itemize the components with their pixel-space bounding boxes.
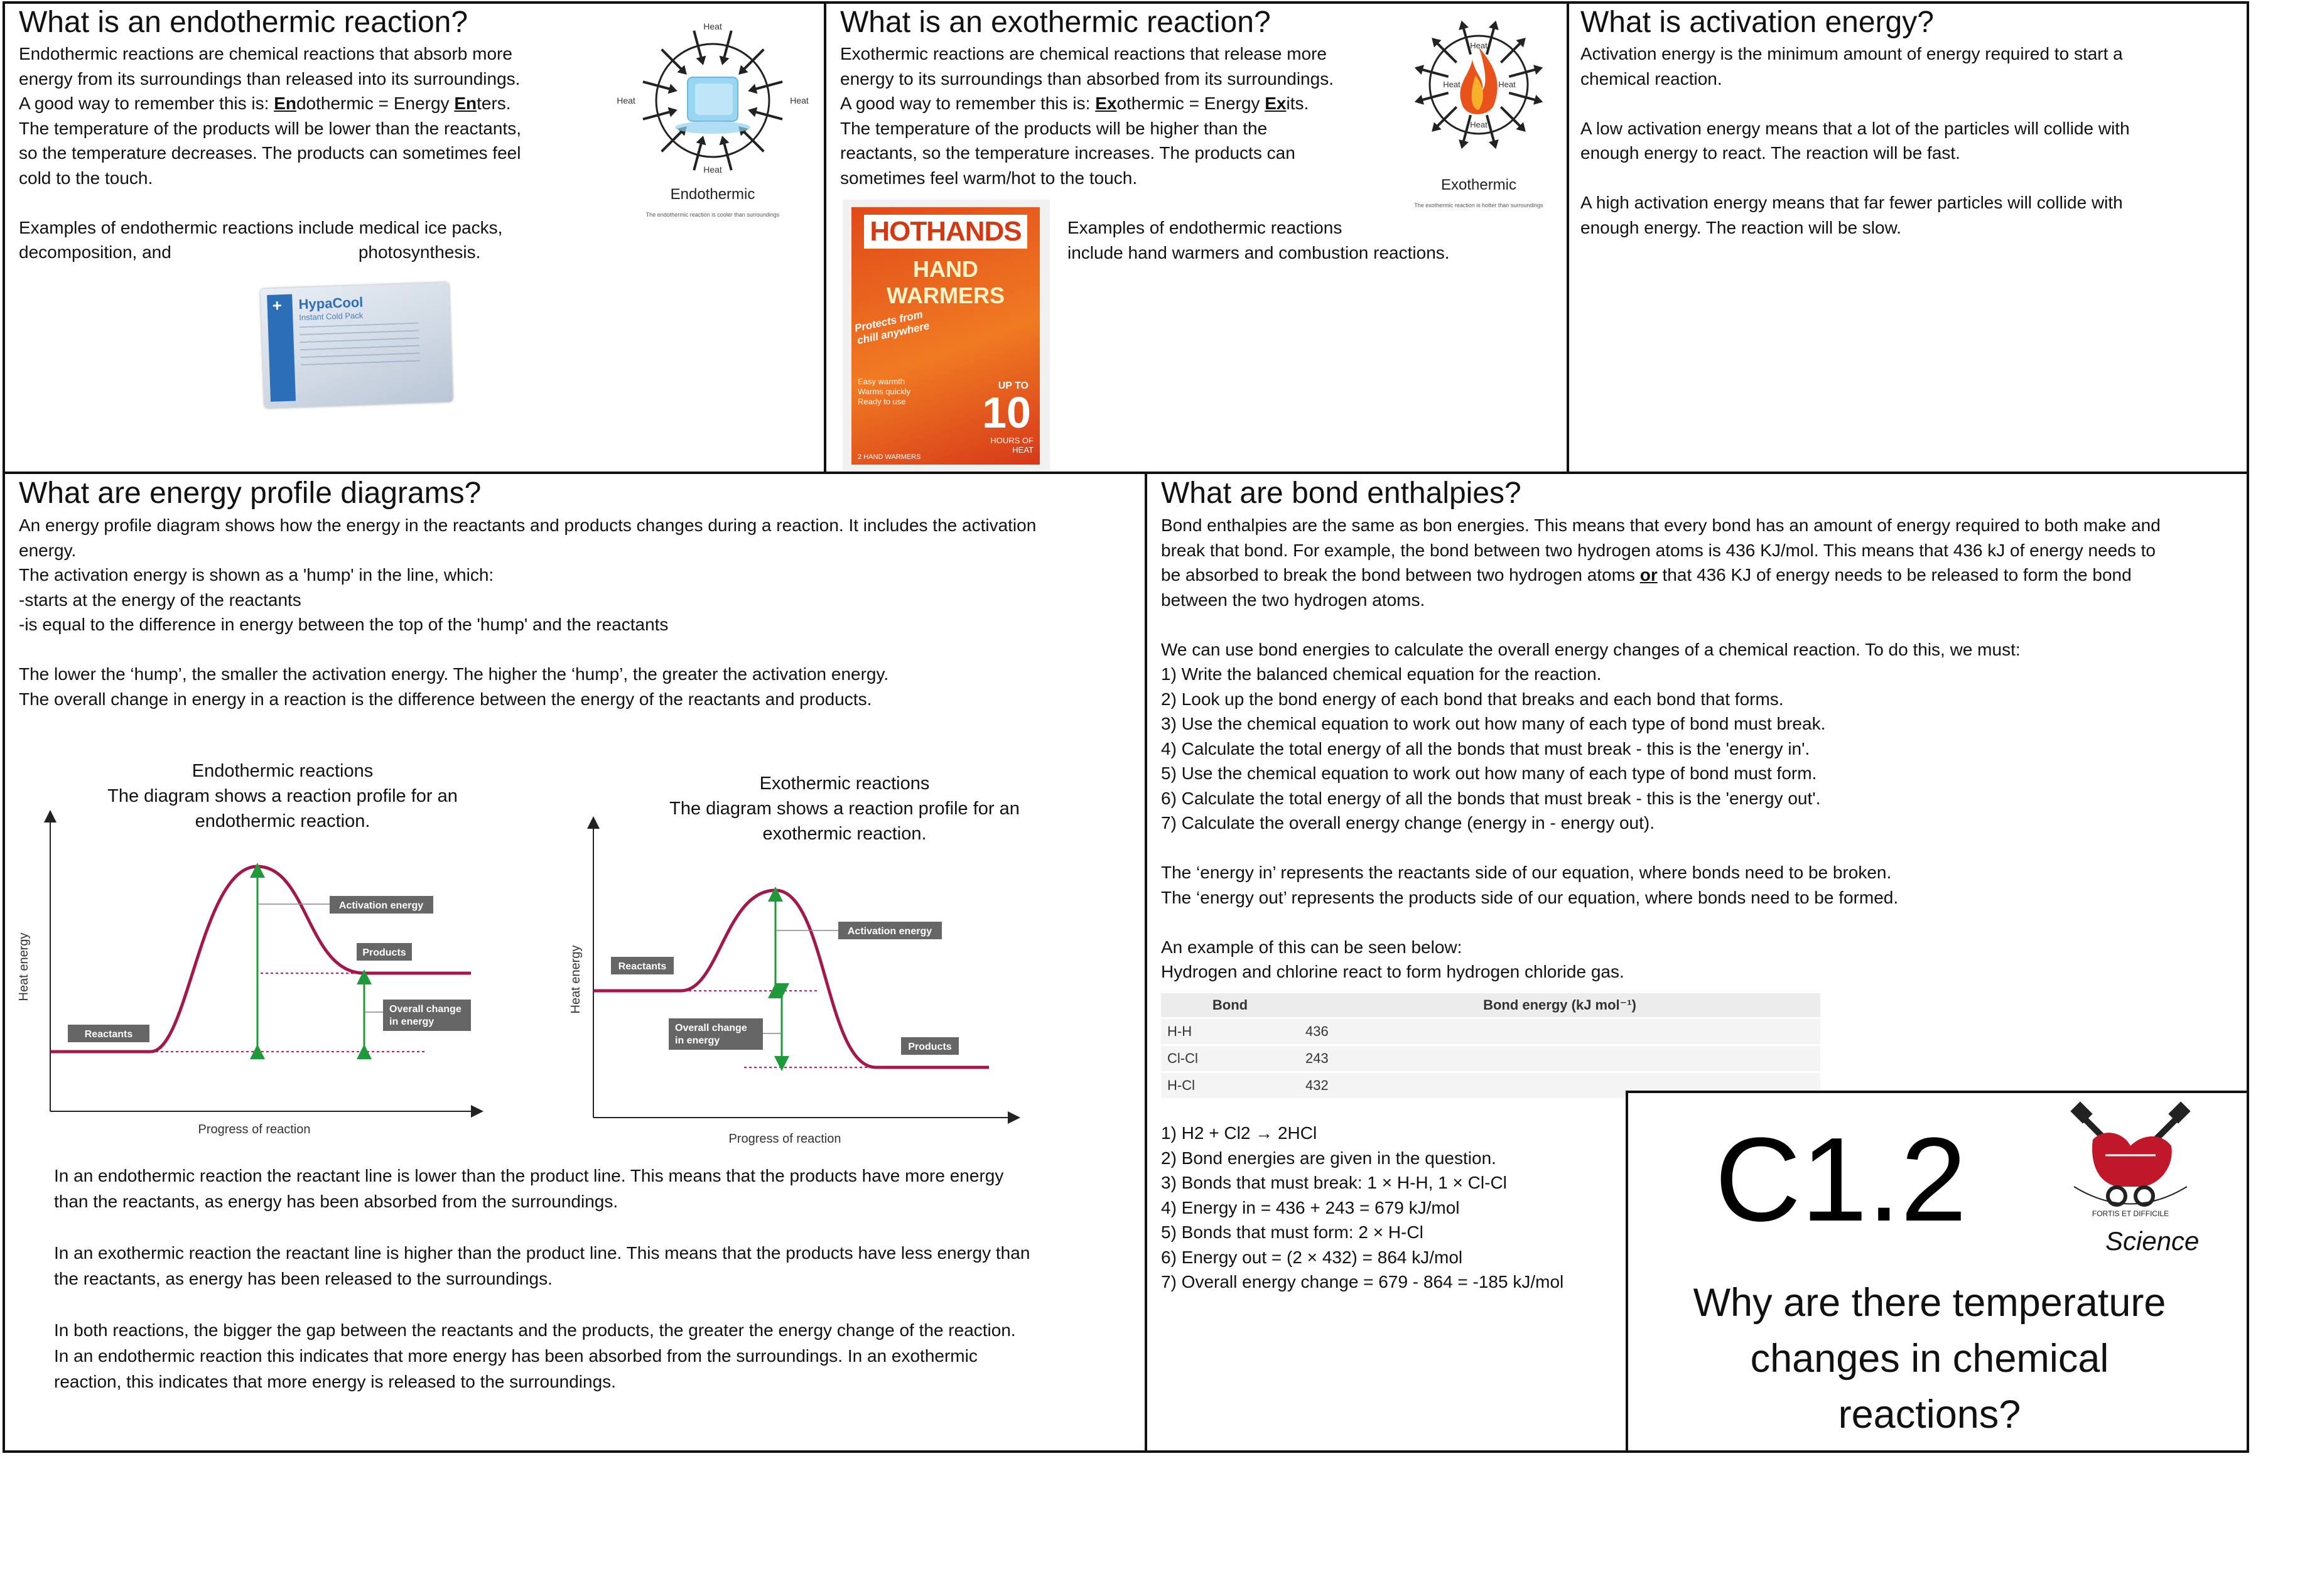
- exothermic-text: Exothermic reactions are chemical reactions that release more energy to its surroundings than absorbed from its surroundings. A good way to remember this is: Exothermic = Energy Exits. The temperature of the products will be higher than the reactants, so the temperature increases. The products can sometimes feel warm/hot to the touch.: [840, 41, 1393, 190]
- energy-profile-heading: What are energy profile diagrams?: [19, 477, 482, 510]
- ice-pack-image: [261, 283, 453, 408]
- ice-pack-brand: HypaCool: [298, 294, 364, 313]
- exothermic-profile-caption: Exothermic reactions The diagram shows a reaction profile for an exothermic reaction.: [669, 774, 1020, 844]
- heat-arrow-head: [721, 57, 727, 63]
- endo-x-axis-label: Progress of reaction: [198, 1123, 311, 1136]
- hand-warmer-title: HAND WARMERS: [887, 256, 1005, 308]
- exo-overall-label-2: in energy: [675, 1035, 720, 1046]
- heat-label-right: Heat: [790, 95, 809, 105]
- heat-arrow-head: [1535, 97, 1541, 103]
- endothermic-text: Endothermic reactions are chemical reactions that absorb more energy from its surroundings than released into its surroundings. A good way to remember this is: Endothermic = Energy Enters. The temperature of the products will be lower than the reactants, so the temperature decreases. The products can sometimes feel cold to the touch. Examples of endothermic reactions include medical ice packs, decomposition, and photosynthesis.: [19, 41, 622, 265]
- endothermic-mnemonic: A good way to remember this is: Endothermic = Energy Enters.: [19, 94, 511, 113]
- hand-warmer-tag: Protects from chill anywhere: [853, 308, 931, 347]
- bond-energy-table: [1161, 993, 1820, 1098]
- heat-arrow-head: [721, 138, 727, 144]
- crest-motto: FORTIS ET DIFFICILE: [2092, 1209, 2169, 1218]
- hand-warmer-brand: HOTHANDS: [864, 215, 1027, 249]
- exothermic-examples: Examples of endothermic reactions include hand warmers and combustion reactions.: [1067, 218, 1450, 262]
- heat-arrow-head: [1491, 23, 1497, 28]
- heat-arrow-head: [750, 86, 756, 92]
- endothermic-diagram-caption: The endothermic reaction is cooler than surroundings: [645, 212, 780, 218]
- heat-arrow-head: [1460, 141, 1466, 147]
- table-row: H-Cl 432: [1161, 1072, 1820, 1099]
- heat-arrow-head: [698, 138, 704, 144]
- activation-heading: What is activation energy?: [1580, 6, 1934, 39]
- bond-enthalpy-text: Bond enthalpies are the same as bon energies. This means that every bond has an amount of energy required to both make and break that bond. For example, the bond between two hydrogen atoms is 436 KJ/mol. This means that 436 kJ of energy needs to be absorbed to break the bond between two hydrogen atoms or that 436 KJ of energy needs to be released to form the bond between the two hydrogen atoms. We can use bond energies to calculate the overall energy changes of a chemical reaction. To do this, we must: 1) Write the balanced chemical equation for the reaction. 2) Look up the bond energy of each bond that breaks and each bond that forms. 3) Use the chemical equation to work out how many of each type of bond must break. 4) Calculate the total energy of all the bonds that must break - this is the 'energy in'. 5) Use the chemical equation to work out how many of each type of bond must form. 6) Calculate the total energy of all the bonds that must break - this is the 'energy out'. 7) Calculate the overall energy change (energy in - energy out). The ‘energy in’ represents the reactants side of our equation, where bonds need to be broken. The ‘energy out’ represents the products side of our equation, where bonds need to be formed. An example of this can be seen below: Hydrogen and chlorine react to form hydrogen chloride gas.: [1161, 515, 2161, 981]
- worked-example: 1) H2 + Cl2 → 2HCl 2) Bond energies are given in the question. 3) Bonds that must break: 1 × H-H, 1 × Cl-Cl 4) Energy in = 436 + 243 = 679 kJ/mol 5) Bonds that must form: 2 × H-Cl 6) Energy out = (2 × 432) = 864 kJ/mol 7) Overall energy change = 679 - 864 = -185 kJ/mol: [1161, 1123, 1564, 1291]
- ice-pack-sub: Instant Cold Pack: [299, 310, 364, 323]
- endo-products-label: Products: [362, 947, 406, 958]
- heat-arrow-head: [1460, 23, 1466, 28]
- energy-profile-explanations: In an endothermic reaction the reactant line is lower than the product line. This means that the products have more energy than the reactants, as energy has been absorbed from the surroundings. In an exothermic reaction the reactant line is higher than the product line. This means that the products have less energy than the reactants, as energy has been released to the surroundings. In both reactions, the bigger the gap between the reactants and the products, the greater the energy change of the reaction. In an endothermic reaction this indicates that more energy has been absorbed from the surroundings. In an exothermic reaction, this indicates that more energy is released to the surroundings.: [54, 1166, 1030, 1391]
- endothermic-heading: What is an endothermic reaction?: [19, 6, 468, 39]
- hand-warmer-bullets: Easy warmth Warms quickly Ready to use: [858, 377, 911, 406]
- exo-heat-label-bottom: Heat: [1470, 120, 1487, 129]
- exo-x-axis-label: Progress of reaction: [728, 1132, 841, 1146]
- table-header-energy: Bond energy (kJ mol⁻¹): [1299, 993, 1820, 1018]
- heat-arrow-head: [1535, 67, 1541, 72]
- ice-pack-cross-icon: +: [272, 296, 283, 315]
- hand-warmer-pack: 2 HAND WARMERS: [858, 453, 921, 461]
- endo-overall-label-2: in energy: [389, 1016, 435, 1027]
- hand-warmer-hours: 10: [982, 388, 1031, 437]
- exothermic-profile-chart: [562, 816, 1052, 1155]
- exothermic-mnemonic: A good way to remember this is: Exothermic = Energy Exits.: [840, 94, 1309, 113]
- activation-text: Activation energy is the minimum amount of energy required to start a chemical reaction. A low activation energy means that a lot of the particles will collide with enough energy to react. The reaction will be fast. A high activation energy means that far fewer particles will collide with enough energy. The reaction will be slow.: [1580, 44, 2130, 237]
- exo-heat-label-right: Heat: [1498, 80, 1516, 89]
- heat-arrow-head: [750, 109, 756, 115]
- exo-overall-label-1: Overall change: [675, 1023, 747, 1033]
- heat-arrow-head: [669, 86, 675, 92]
- school-crest: [2068, 1096, 2193, 1227]
- hand-warmer-hours-label: HOURS OF HEAT: [990, 436, 1034, 455]
- heat-label-bottom: Heat: [703, 164, 722, 175]
- heat-arrow-head: [1417, 97, 1422, 103]
- heat-arrow-head: [698, 57, 704, 63]
- endothermic-diagram-label: Endothermic: [670, 186, 755, 203]
- endothermic-profile-caption: Endothermic reactions The diagram shows a reaction profile for an endothermic reaction.: [107, 761, 458, 831]
- endothermic-profile-chart: [13, 810, 502, 1149]
- exothermic-diagram-label: Exothermic: [1440, 176, 1517, 193]
- endothermic-diagram: [612, 16, 813, 229]
- heat-arrow-head: [669, 109, 675, 115]
- exo-heat-label-left: Heat: [1443, 80, 1460, 89]
- subject-label: Science: [2105, 1226, 2200, 1256]
- exo-products-label: Products: [908, 1042, 952, 1052]
- table-row: H-H 436: [1161, 1018, 1820, 1045]
- exothermic-diagram: [1381, 16, 1576, 223]
- hand-warmer-image: [843, 200, 1050, 471]
- heat-label-top: Heat: [703, 21, 722, 31]
- exothermic-heading: What is an exothermic reaction?: [840, 6, 1271, 39]
- endo-y-axis-label: Heat energy: [17, 932, 31, 1001]
- bond-enthalpy-heading: What are bond enthalpies?: [1161, 477, 1521, 510]
- heat-arrow-head: [1491, 141, 1497, 147]
- endo-activation-label: Activation energy: [338, 900, 424, 911]
- heat-arrow-head: [1417, 67, 1422, 72]
- unit-code: C1.2: [1715, 1113, 1967, 1246]
- heat-label-left: Heat: [617, 95, 635, 105]
- table-row: Cl-Cl 243: [1161, 1045, 1820, 1072]
- exo-activation-label: Activation energy: [847, 926, 932, 937]
- exothermic-diagram-caption: The exothermic reaction is hotter than surroundings: [1414, 202, 1543, 208]
- title-box: [1626, 1091, 2249, 1453]
- endo-overall-label-1: Overall change: [389, 1004, 462, 1015]
- table-header-bond: Bond: [1161, 993, 1299, 1018]
- exo-heat-label-top: Heat: [1470, 41, 1487, 50]
- endo-reactants-label: Reactants: [84, 1029, 133, 1040]
- hand-warmer-upto: UP TO: [998, 380, 1029, 391]
- energy-profile-text: An energy profile diagram shows how the energy in the reactants and products changes during a reaction. It includes the activation energy. The activation energy is shown as a 'hump' in the line, which: -starts at the energy of the reactants -is equal to the difference in energy between the top of the 'hump' and the reactants The lower the ‘hump’, the smaller the activation energy. The higher the ‘hump’, the greater the activation energy. The overall change in energy in a reaction is the difference between the energy of the reactants and products.: [19, 515, 1037, 709]
- big-question: Why are there temperature changes in chemical reactions?: [1693, 1281, 2166, 1437]
- exo-reactants-label: Reactants: [618, 961, 667, 972]
- exo-y-axis-label: Heat energy: [569, 945, 583, 1014]
